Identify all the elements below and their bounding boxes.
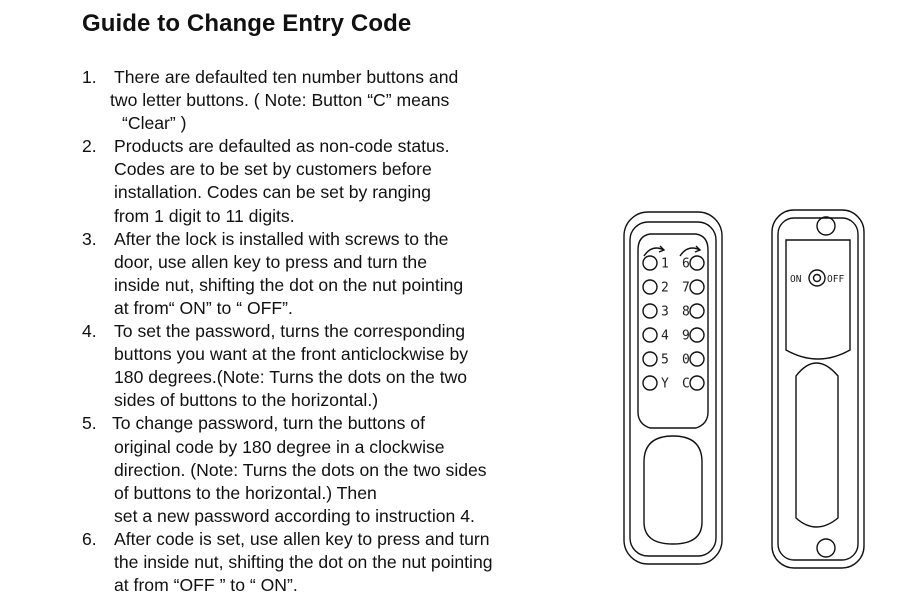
keypad-button-5 (643, 352, 669, 368)
keypad-button-2 (643, 280, 669, 296)
lock-illustration (610, 200, 880, 580)
rotate-arrow-left (644, 248, 664, 256)
step-line: installation. Codes can be set by ranging (114, 182, 431, 203)
step-line: at from“ ON” to “ OFF”. (114, 297, 293, 318)
step-line: two letter buttons. ( Note: Button “C” means (110, 90, 450, 111)
keypad-button-0 (682, 352, 704, 368)
keypad-button-7 (682, 280, 704, 296)
step-line: Codes are to be set by customers before (114, 159, 432, 180)
step-line: buttons you want at the front anticlockwise by (114, 344, 469, 365)
step-line: 180 degrees.(Note: Turns the dots on the two (114, 367, 468, 388)
instruction-list (82, 66, 582, 597)
button-circle (690, 256, 704, 270)
button-label: 5 (661, 352, 669, 368)
rotate-arrow-right (680, 248, 700, 256)
step-number: 4. (82, 321, 97, 342)
step-line: of buttons to the horizontal.) Then (114, 482, 377, 503)
step-number: 5. (82, 413, 97, 434)
button-circle (690, 328, 704, 342)
upper-plate-panel (786, 240, 850, 359)
top-screw-hole (817, 217, 835, 235)
button-label: 7 (682, 280, 690, 296)
keypad-face (638, 234, 708, 428)
step-line: After the lock is installed with screws to the (114, 228, 449, 249)
off-label: OFF (827, 274, 845, 285)
back-plate-panel (772, 210, 864, 568)
button-circle (643, 280, 657, 294)
keypad-button-4 (643, 328, 669, 344)
step-number: 6. (82, 528, 97, 549)
button-circle (643, 376, 657, 390)
keypad-right-column (682, 256, 704, 392)
step-line: original code by 180 degree in a clockwise (114, 436, 445, 457)
step-line: from 1 digit to 11 digits. (114, 205, 295, 226)
button-label: 1 (661, 256, 669, 272)
step-line: sides of buttons to the horizontal.) (114, 390, 379, 411)
instruction-step-2 (82, 135, 582, 227)
step-line: Products are defaulted as non-code status. (114, 136, 450, 157)
keypad-button-3 (643, 304, 669, 320)
front-panel-inner-outline (630, 222, 716, 556)
front-keypad-panel (624, 212, 722, 564)
step-number: 1. (82, 67, 97, 87)
button-circle (643, 352, 657, 366)
step-line: “Clear” ) (122, 113, 187, 134)
step-line: To change password, turn the buttons of (112, 413, 425, 434)
button-label: 2 (661, 280, 669, 296)
button-circle (690, 280, 704, 294)
button-circle (690, 304, 704, 318)
button-label: 0 (682, 352, 690, 368)
keypad-button-1 (643, 256, 669, 272)
keypad-button-c (682, 376, 704, 392)
step-line: at from “OFF ” to “ ON”. (114, 575, 298, 596)
button-label: 8 (682, 304, 690, 320)
back-panel-inner-outline (778, 218, 858, 560)
instruction-step-5 (82, 412, 582, 527)
step-line: set a new password according to instruction 4. (114, 505, 475, 526)
nut-dot (814, 275, 821, 282)
step-line: After code is set, use allen key to press and turn (114, 528, 490, 549)
page-title: Guide to Change Entry Code (82, 10, 412, 37)
keypad-button-8 (682, 304, 704, 320)
step-line: the inside nut, shifting the dot on the nut pointing (114, 551, 493, 572)
instruction-step-6 (82, 528, 582, 597)
step-number: 2. (82, 136, 97, 157)
button-circle (690, 352, 704, 366)
front-panel-outline (624, 212, 722, 564)
button-circle (643, 256, 657, 270)
keypad-button-y (643, 376, 669, 392)
keypad-button-9 (682, 328, 704, 344)
button-label: 3 (661, 304, 669, 320)
on-label: ON (790, 274, 802, 285)
inside-nut (809, 270, 825, 286)
bottom-screw-hole (817, 539, 835, 557)
instruction-step-4 (82, 320, 582, 412)
button-label: 6 (682, 256, 690, 272)
step-line: There are defaulted ten number buttons and (114, 67, 459, 87)
button-circle (643, 304, 657, 318)
button-circle (690, 376, 704, 390)
instruction-step-1 (82, 66, 582, 135)
keypad-left-column (643, 256, 669, 392)
step-number: 3. (82, 228, 97, 249)
keypad-button-6 (682, 256, 704, 272)
instruction-step-3 (82, 228, 582, 320)
step-line: To set the password, turns the corresponding (114, 321, 466, 342)
button-label: 4 (661, 328, 669, 344)
button-label: Y (661, 376, 669, 392)
handle-recess (644, 436, 702, 544)
handle-slot (796, 363, 838, 527)
button-label: C (682, 376, 690, 392)
button-label: 9 (682, 328, 690, 344)
step-line: door, use allen key to press and turn the (114, 251, 427, 272)
step-line: inside nut, shifting the dot on the nut pointing (114, 274, 464, 295)
button-circle (643, 328, 657, 342)
step-line: direction. (Note: Turns the dots on the two sides (114, 459, 487, 480)
